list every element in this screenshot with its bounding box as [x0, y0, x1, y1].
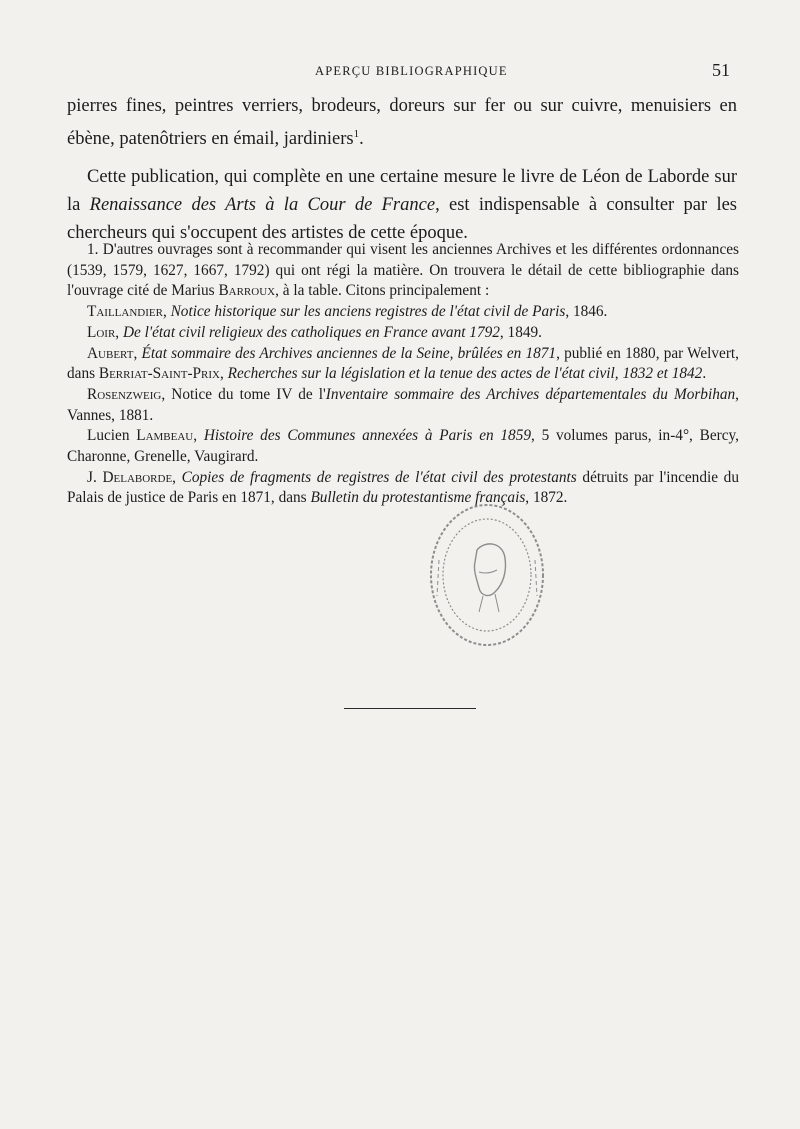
footnote-entry: J. Delaborde, Copies de fragments de registres de l'état civil des protestants détruits par l'incendie du Palais de justice de Paris en 1871, dans Bulletin du protestantisme français, 1872.	[67, 468, 739, 507]
footnote-intro: 1. D'autres ouvrages sont à recommander qui visent les anciennes Archives et les différentes ordonnances (1539, 1579, 1627, 1667, 1792) qui ont régi la matière. On trouvera le détail de cette bibliographie dans l'ouvrage cité de Marius Barroux, à la table. Citons principalement :	[67, 241, 739, 300]
paragraph-2: Cette publication, qui complète en une certaine mesure le livre de Léon de Laborde sur la Renaissance des Arts à la Cour de France, est indispensable à consulter par les chercheurs qui s'occupent des artistes de cette époque.	[67, 167, 738, 244]
paragraph-1: pierres fines, peintres verriers, brodeurs, doreurs sur fer ou sur cuivre, menuisiers en ébène, patenôtriers en émail, jardiniers$^1$.	[67, 96, 737, 150]
library-stamp-icon	[425, 500, 550, 650]
footnote-entry: Rosenzweig, Notice du tome IV de l'Inventaire sommaire des Archives départementales du Morbihan, Vannes, 1881.	[67, 385, 739, 424]
page-number: 51	[712, 60, 730, 80]
footnote-entry: Taillandier, Notice historique sur les anciens registres de l'état civil de Paris, 1846.	[87, 303, 608, 321]
running-head	[0, 60, 800, 84]
footnote-entry: Aubert, État sommaire des Archives anciennes de la Seine, brûlées en 1871, publié en 1880, par Welvert, dans Berriat-Saint-Prix, Recherches sur la législation et la tenue des actes de l'état civil, 1832 et 1842.	[67, 344, 739, 383]
footnotes	[67, 240, 739, 509]
end-rule	[344, 708, 476, 709]
body-text	[67, 92, 737, 247]
footnote-entry: Lucien Lambeau, Histoire des Communes annexées à Paris en 1859, 5 volumes parus, in-4°, Bercy, Charonne, Grenelle, Vaugirard.	[67, 427, 740, 466]
footnote-ref: 1	[353, 128, 360, 140]
book-title: Renaissance des Arts à la Cour de France	[89, 195, 436, 216]
running-title: APERÇU BIBLIOGRAPHIQUE	[315, 64, 508, 78]
footnote-entry: Loir, De l'état civil religieux des catholiques en France avant 1792, 1849.	[87, 323, 542, 341]
